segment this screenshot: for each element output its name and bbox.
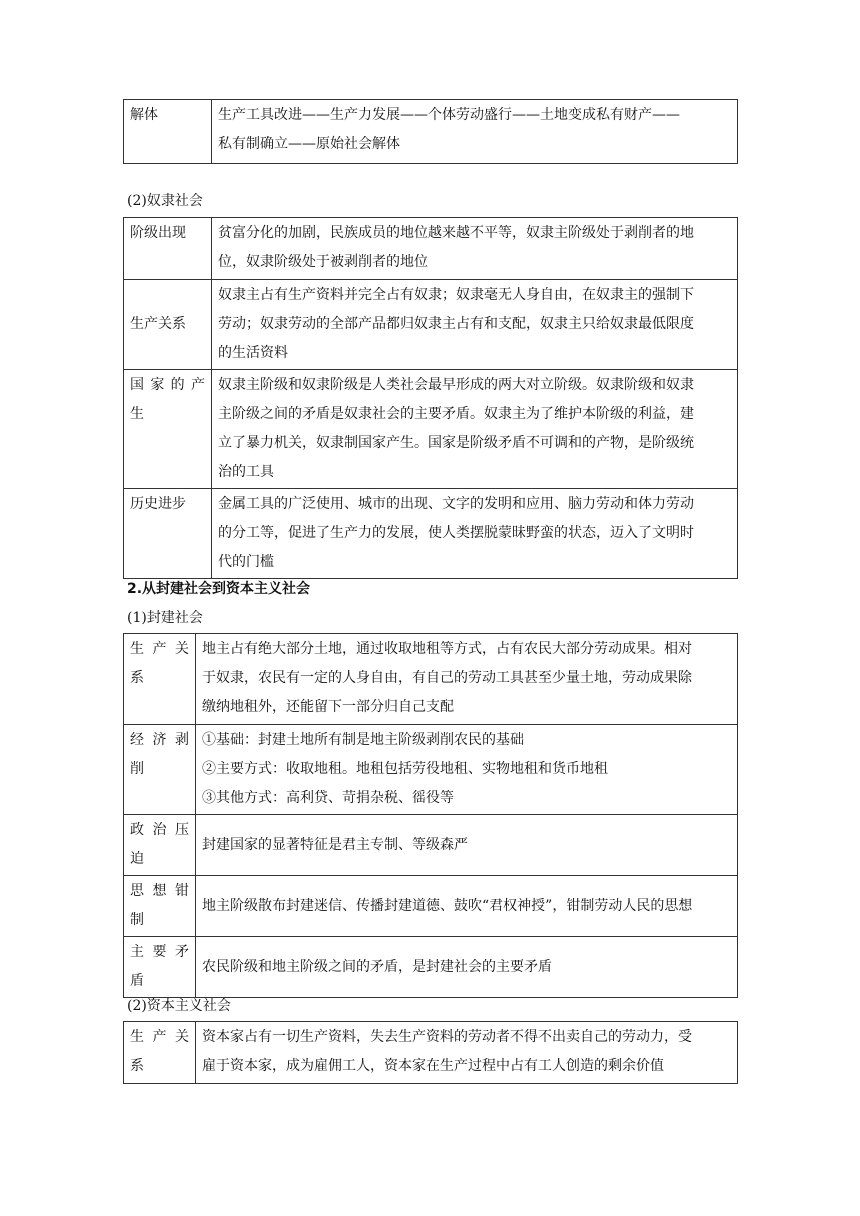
row-label [124, 100, 212, 164]
row-label-text: 解体 [130, 107, 158, 123]
table-row [124, 280, 738, 370]
primitive-society-table [123, 99, 738, 164]
table-row [124, 725, 738, 815]
slave-society-table [123, 217, 738, 579]
table-row [124, 876, 738, 937]
row-label [124, 815, 196, 876]
row-label-text: 经 济 剥 [130, 732, 189, 748]
row-label-text: 生 产 关 [130, 641, 189, 657]
table-row [124, 1022, 738, 1084]
feudal-society-heading: (1)封建社会 [127, 610, 203, 626]
row-label [124, 1022, 196, 1084]
row-content [196, 937, 738, 998]
row-label [124, 937, 196, 998]
row-label-text: 生 产 关 [130, 1029, 189, 1045]
row-label [124, 489, 212, 579]
content-line: 缴纳地租外，还能留下一部分归自己支配 [202, 699, 454, 715]
feudal-society-table [123, 633, 738, 998]
row-label-text: 削 [130, 761, 144, 777]
table-row [124, 489, 738, 579]
content-line: 生产工具改进——生产力发展——个体劳动盛行——土地变成私有财产—— [218, 107, 680, 123]
content-line: 立了暴力机关，奴隶制国家产生。国家是阶级矛盾不可调和的产物，是阶级统 [218, 435, 694, 451]
row-content [212, 100, 738, 164]
row-label-text: 国 家 的 产 [130, 377, 205, 393]
row-content [196, 876, 738, 937]
row-label [124, 876, 196, 937]
row-label-text: 盾 [130, 973, 144, 989]
row-content [212, 489, 738, 579]
content-line: 主阶级之间的矛盾是奴隶社会的主要矛盾。奴隶主为了维护本阶级的利益，建 [218, 406, 694, 422]
content-line: 雇于资本家，成为雇佣工人，资本家在生产过程中占有工人创造的剩余价值 [202, 1058, 664, 1074]
content-line: 劳动；奴隶劳动的全部产品都归奴隶主占有和支配，奴隶主只给奴隶最低限度 [218, 316, 694, 332]
row-label [124, 218, 212, 280]
table-row [124, 218, 738, 280]
row-label-text: 系 [130, 670, 144, 686]
row-content [196, 815, 738, 876]
section-heading: 2.从封建社会到资本主义社会 [127, 581, 311, 597]
content-line: 农民阶级和地主阶级之间的矛盾，是封建社会的主要矛盾 [202, 958, 552, 975]
table-row [124, 815, 738, 876]
content-line: 奴隶主阶级和奴隶阶级是人类社会最早形成的两大对立阶级。奴隶阶级和奴隶 [218, 377, 694, 393]
content-line: 治的工具 [218, 464, 274, 480]
row-label-text: 迫 [130, 851, 144, 867]
slave-society-heading: (2)奴隶社会 [127, 193, 203, 209]
table-row [124, 370, 738, 489]
content-line: 封建国家的显著特征是君主专制、等级森严 [202, 836, 468, 853]
table-row [124, 634, 738, 725]
content-line: 于奴隶，农民有一定的人身自由，有自己的劳动工具甚至少量土地，劳动成果除 [202, 670, 692, 686]
content-line: 资本家占有一切生产资料，失去生产资料的劳动者不得不出卖自己的劳动力，受 [202, 1029, 692, 1045]
row-label-text: 历史进步 [130, 496, 186, 512]
content-line: ③其他方式：高利贷、苛捐杂税、徭役等 [202, 790, 454, 806]
row-label-text: 生 [130, 406, 144, 422]
row-label [124, 725, 196, 815]
row-content [212, 218, 738, 280]
row-label-text: 生产关系 [130, 316, 186, 332]
table-row [124, 937, 738, 998]
row-label [124, 280, 212, 370]
row-label-text: 主 要 矛 [130, 944, 189, 960]
row-label [124, 370, 212, 489]
row-label-text: 系 [130, 1058, 144, 1074]
content-line: 奴隶主占有生产资料并完全占有奴隶；奴隶毫无人身自由，在奴隶主的强制下 [218, 287, 694, 303]
row-content [196, 1022, 738, 1084]
content-line: 私有制确立——原始社会解体 [218, 136, 400, 152]
row-label [124, 634, 196, 725]
content-line: 位，奴隶阶级处于被剥削者的地位 [218, 254, 428, 270]
row-content [212, 280, 738, 370]
content-line: 贫富分化的加剧，民族成员的地位越来越不平等，奴隶主阶级处于剥削者的地 [218, 225, 694, 241]
content-line: 金属工具的广泛使用、城市的出现、文字的发明和应用、脑力劳动和体力劳动 [218, 496, 694, 512]
content-line: 的生活资料 [218, 345, 288, 361]
row-content [196, 634, 738, 725]
row-label-text: 政 治 压 [130, 822, 189, 838]
content-line: ①基础：封建土地所有制是地主阶级剥削农民的基础 [202, 732, 524, 748]
content-line: ②主要方式：收取地租。地租包括劳役地租、实物地租和货币地租 [202, 761, 608, 777]
row-label-text: 阶级出现 [130, 225, 186, 241]
content-line: 地主占有绝大部分土地，通过收取地租等方式，占有农民大部分劳动成果。相对 [202, 641, 692, 657]
content-line: 代的门槛 [218, 554, 274, 570]
content-line: 的分工等，促进了生产力的发展，使人类摆脱蒙昧野蛮的状态，迈入了文明时 [218, 525, 694, 541]
capitalist-society-table [123, 1021, 738, 1084]
row-content [196, 725, 738, 815]
table-row [124, 100, 738, 164]
capitalist-society-heading: (2)资本主义社会 [127, 998, 231, 1014]
content-line: 地主阶级散布封建迷信、传播封建道德、鼓吹“君权神授”，钳制劳动人民的思想 [202, 897, 693, 914]
row-content [212, 370, 738, 489]
row-label-text: 思 想 钳 [130, 883, 189, 899]
row-label-text: 制 [130, 912, 144, 928]
